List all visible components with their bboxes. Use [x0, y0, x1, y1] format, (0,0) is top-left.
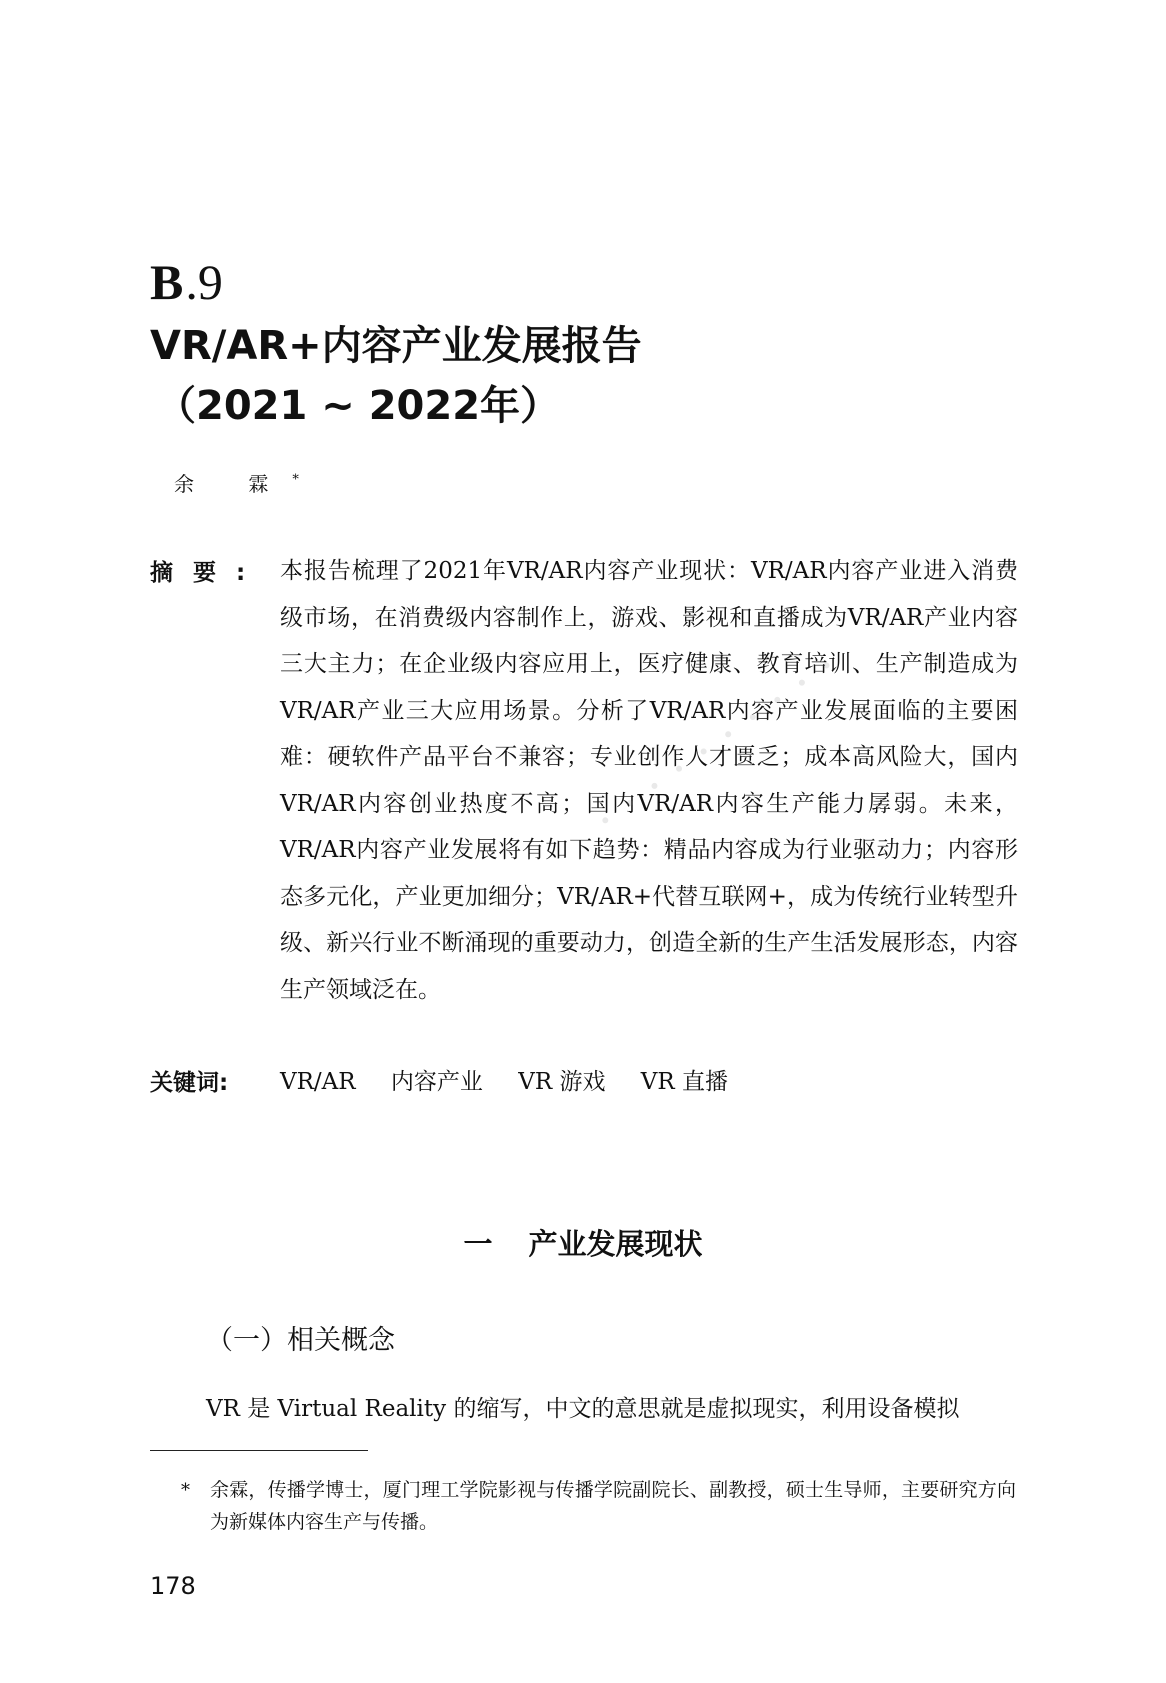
page-number: 178	[150, 1572, 196, 1600]
abstract-text: 本报告梳理了2021年VR/AR内容产业现状：VR/AR内容产业进入消费级市场，在消费级内容制作上，游戏、影视和直播成为VR/AR产业内容三大主力；在企业级内容应用上，医疗健康、教育培训、生产制造成为VR/AR产业三大应用场景。分析了VR/AR内容产业发展面临的主要困难：硬软件产品平台不兼容；专业创作人才匮乏；成本高风险大，国内VR/AR内容创业热度不高；国内VR/AR内容生产能力孱弱。未来，VR/AR内容产业发展将有如下趋势：精品内容成为行业驱动力；内容形态多元化，产业更加细分；VR/AR+代替互联网+，成为传统行业转型升级、新兴行业不断涌现的重要动力，创造全新的生产生活发展形态，内容生产领域泛在。	[280, 558, 1018, 1003]
keyword-item: VR 游戏	[518, 1069, 606, 1095]
chapter-title-line2: （2021 ~ 2022年）	[156, 383, 561, 429]
abstract-label: 摘要:	[150, 560, 266, 586]
footnote-text: 余霖，传播学博士，厦门理工学院影视与传播学院副院长、副教授，硕士生导师，主要研究方向为新媒体内容生产与传播。	[210, 1479, 1016, 1533]
author-footnote-mark: *	[292, 472, 299, 488]
keyword-item: VR/AR	[280, 1069, 356, 1095]
subsection-heading: （一）相关概念	[206, 1325, 395, 1356]
footnote-mark: *	[181, 1480, 190, 1501]
author	[174, 468, 299, 497]
section-number: 一	[463, 1227, 493, 1261]
chapter-number: .9	[185, 254, 223, 310]
body-paragraph: VR 是 Virtual Reality 的缩写，中文的意思就是虚拟现实，利用设备模拟	[206, 1396, 960, 1422]
keywords-label: 关键词:	[150, 1070, 229, 1096]
section-heading	[0, 1222, 1166, 1263]
section-title: 产业发展现状	[528, 1227, 703, 1261]
keywords-list	[280, 1063, 756, 1096]
keyword-item: VR 直播	[640, 1069, 729, 1095]
chapter-letter: B	[150, 254, 186, 310]
footnote-divider	[150, 1450, 368, 1451]
keyword-item: 内容产业	[390, 1069, 483, 1095]
chapter-label	[150, 252, 223, 312]
chapter-title-line1: VR/AR+内容产业发展报告	[150, 323, 642, 369]
author-name: 余 霖	[174, 472, 293, 496]
